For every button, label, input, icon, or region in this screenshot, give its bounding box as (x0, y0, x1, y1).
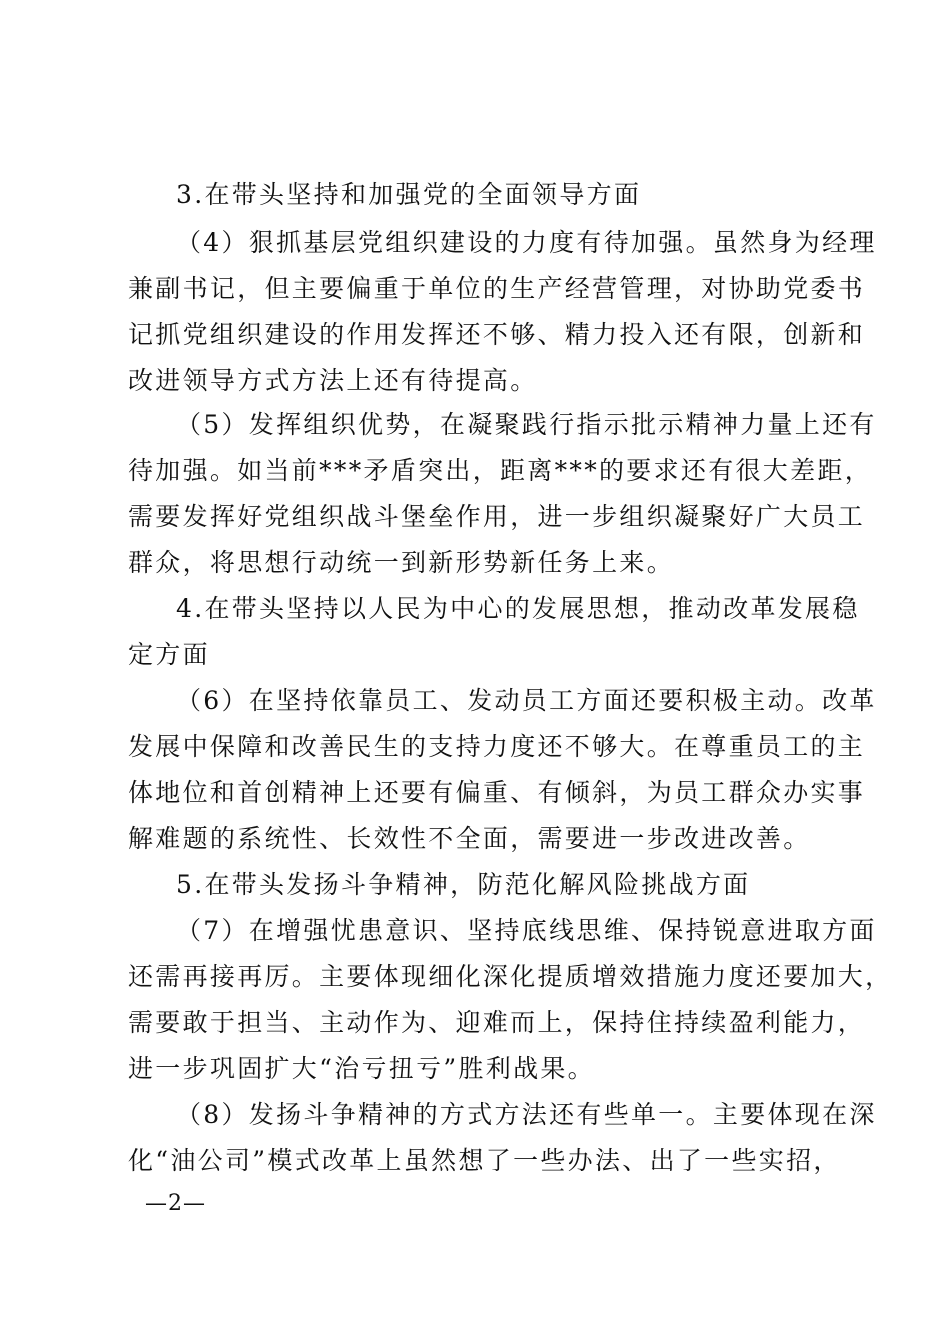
paragraph-4-line-4: 改进领导方式方法上还有待提高。 (128, 366, 538, 395)
paragraph-8-line-2: 化“油公司”模式改革上虽然想了一些办法、出了一些实招， (128, 1146, 841, 1175)
paragraph-7-line-2: 还需再接再厉。主要体现细化深化提质增效措施力度还要加大， (128, 962, 893, 991)
paragraph-4-line-3: 记抓党组织建设的作用发挥还不够、精力投入还有限，创新和 (128, 320, 866, 349)
paragraph-7-line-1: （7）在增强忧患意识、坚持底线思维、保持锐意进取方面 (176, 916, 877, 945)
paragraph-6-line-3: 体地位和首创精神上还要有偏重、有倾斜，为员工群众办实事 (128, 778, 866, 807)
paragraph-6-line-4: 解难题的系统性、长效性不全面，需要进一步改进改善。 (128, 824, 811, 853)
paragraph-8-line-1: （8）发扬斗争精神的方式方法还有些单一。主要体现在深 (176, 1100, 877, 1129)
page-number: —2— (145, 1191, 206, 1216)
paragraph-5-line-4: 群众，将思想行动统一到新形势新任务上来。 (128, 548, 675, 577)
paragraph-7-line-3: 需要敢于担当、主动作为、迎难而上，保持住持续盈利能力， (128, 1008, 866, 1037)
section-heading-4-line-1: 4.在带头坚持以人民为中心的发展思想，推动改革发展稳 (176, 594, 860, 623)
paragraph-5-line-3: 需要发挥好党组织战斗堡垒作用，进一步组织凝聚好广大员工 (128, 502, 866, 531)
paragraph-4-line-2: 兼副书记，但主要偏重于单位的生产经营管理，对协助党委书 (128, 274, 866, 303)
paragraph-4-line-1: （4）狠抓基层党组织建设的力度有待加强。虽然身为经理 (176, 228, 877, 257)
paragraph-5-line-1: （5）发挥组织优势，在凝聚践行指示批示精神力量上还有 (176, 410, 877, 439)
section-heading-5: 5.在带头发扬斗争精神，防范化解风险挑战方面 (176, 870, 751, 899)
paragraph-6-line-2: 发展中保障和改善民生的支持力度还不够大。在尊重员工的主 (128, 732, 866, 761)
section-heading-4-line-2: 定方面 (128, 640, 210, 669)
paragraph-7-line-4: 进一步巩固扩大“治亏扭亏”胜利战果。 (128, 1054, 595, 1083)
paragraph-6-line-1: （6）在坚持依靠员工、发动员工方面还要积极主动。改革 (176, 686, 877, 715)
section-heading-3: 3.在带头坚持和加强党的全面领导方面 (176, 180, 642, 209)
paragraph-5-line-2: 待加强。如当前***矛盾突出，距离***的要求还有很大差距， (128, 456, 873, 485)
